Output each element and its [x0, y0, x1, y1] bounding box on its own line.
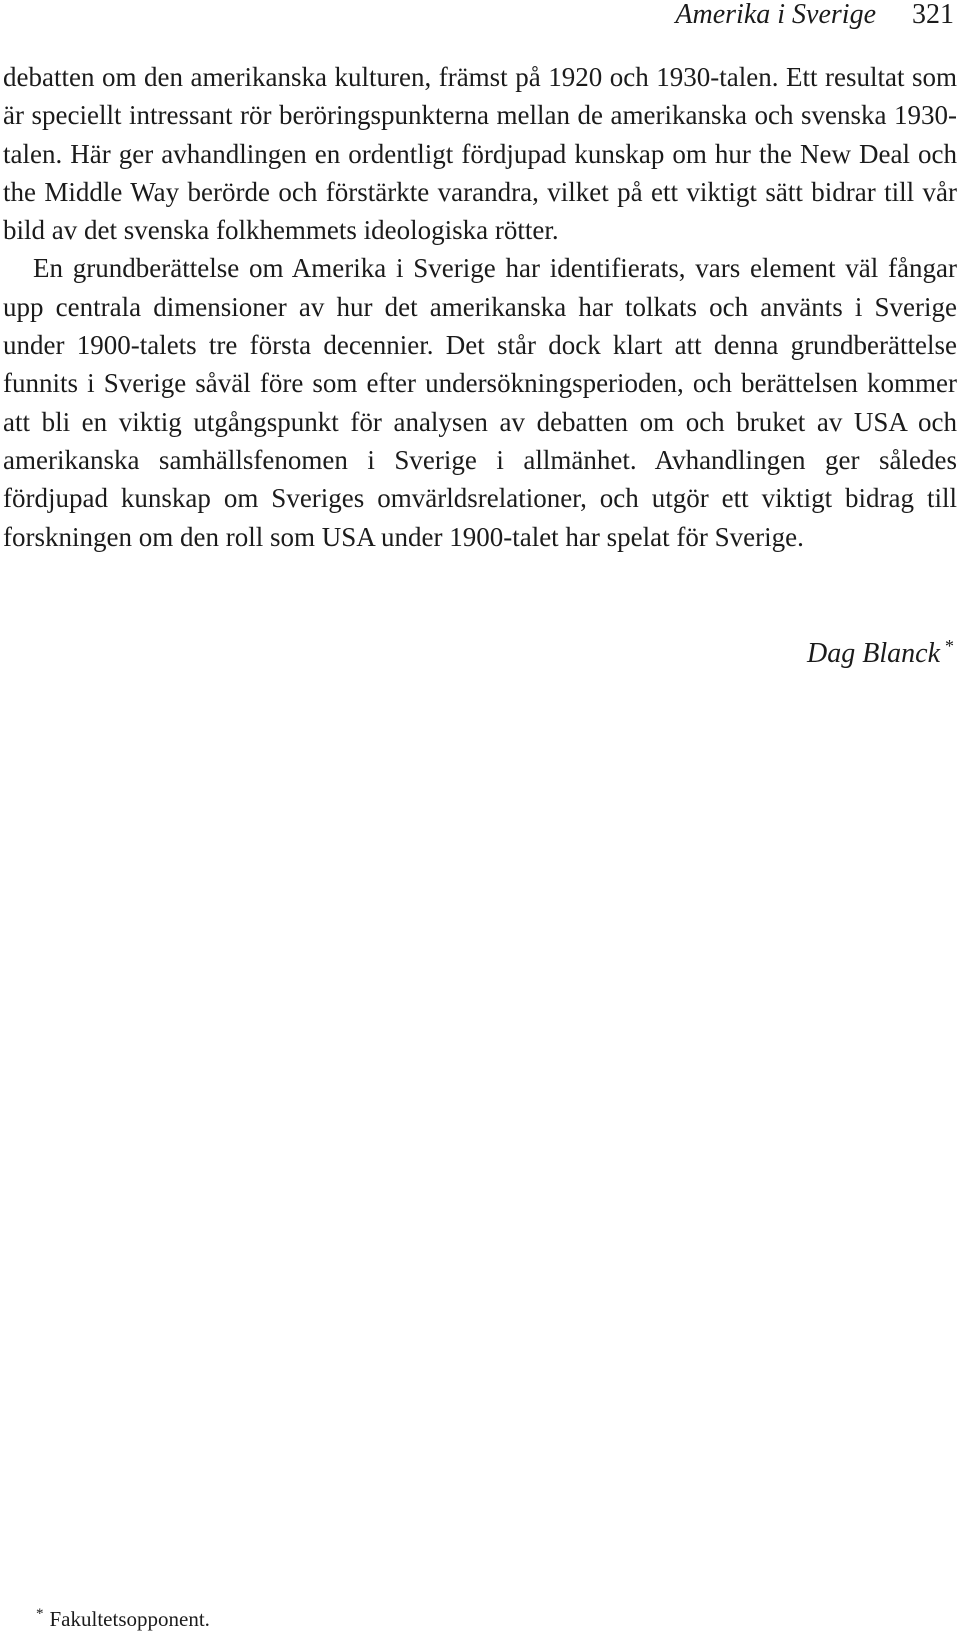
footnote-text: Fakultetsopponent. — [49, 1607, 210, 1631]
paragraph-1: debatten om den amerikanska kulturen, främst på 1920 och 1930-talen. Ett resultat som är speciellt intressant rör beröringspunkterna mellan de amerikanska och svenska 1930-talen. Här ger avhandlingen en ordentligt fördjupad kunskap om hur the New Deal och the Middle Way berörde och förstärkte varandra, vilket på ett viktigt sätt bidrar till vår bild av det svenska folkhemmets ideologiska rötter. — [3, 62, 957, 246]
footnote — [36, 1604, 210, 1634]
page-number: 321 — [912, 0, 954, 30]
signature-footnote-mark: * — [945, 635, 954, 656]
running-head — [675, 0, 954, 30]
signature — [807, 636, 954, 672]
paragraph-2: En grundberättelse om Amerika i Sverige har identifierats, vars element väl fångar upp centrala dimensioner av hur det amerikanska har tolkats och använts i Sverige under 1900-talets tre första decennier. Det står dock klart att denna grundberättelse funnits i Sverige såväl före som efter undersökningsperioden, och berättelsen kommer att bli en viktig utgångspunkt för analysen av debatten om och bruket av USA och amerikanska samhällsfenomen i Sverige i allmänhet. Avhandlingen ger således fördjupad kunskap om Sveriges omvärldsrelationer, och utgör ett viktigt bidrag till forskningen om den roll som USA under 1900-talet har spelat för Sverige. — [3, 253, 957, 552]
body-text — [3, 58, 957, 556]
footnote-mark: * — [36, 1606, 44, 1622]
signature-name: Dag Blanck — [807, 638, 940, 669]
running-title: Amerika i Sverige — [675, 0, 876, 30]
